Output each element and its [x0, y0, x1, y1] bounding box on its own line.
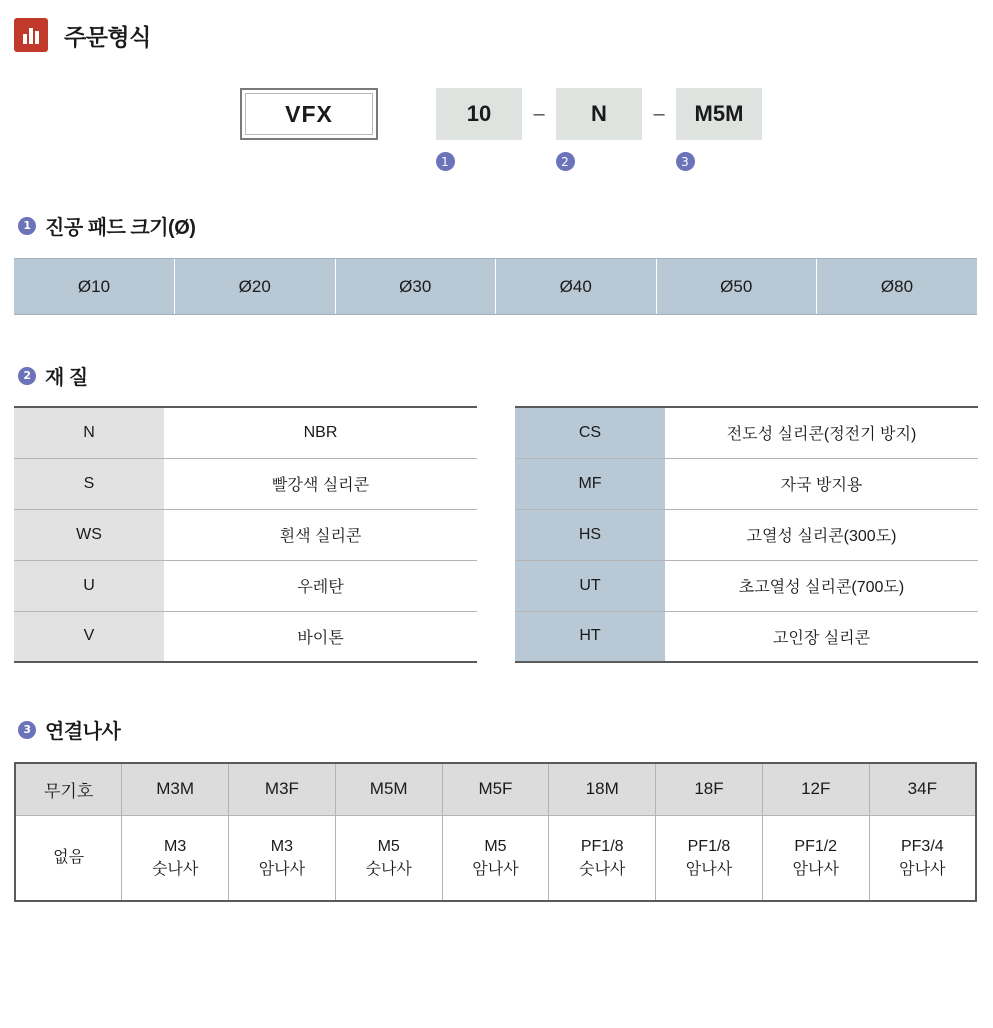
- thread-header-cell: M5F: [442, 763, 549, 815]
- table-row: [515, 458, 978, 509]
- section-2-title: 재 질: [45, 367, 88, 389]
- table-row: [14, 407, 477, 458]
- thread-value-cell: M5 암나사: [442, 815, 549, 901]
- marker-slot-1: [402, 152, 488, 171]
- pad-size-cell: Ø30: [335, 259, 496, 315]
- code-separator-1: –: [533, 102, 545, 125]
- marker-slot-2: [522, 152, 608, 171]
- page-title: 주문형식: [64, 23, 151, 50]
- section-1-marker-icon: 1: [18, 217, 36, 235]
- material-code: HT: [515, 611, 665, 662]
- table-row: [14, 259, 977, 315]
- material-desc: NBR: [164, 407, 477, 458]
- marker-1-icon: 1: [436, 152, 455, 171]
- thread-value-cell: M3 숫나사: [122, 815, 229, 901]
- model-code-segment-3: M5M: [676, 88, 762, 140]
- pad-size-cell: Ø20: [175, 259, 336, 315]
- material-desc: 빨강색 실리콘: [164, 458, 477, 509]
- material-desc: 자국 방지용: [665, 458, 978, 509]
- section-3-marker-icon: 3: [18, 721, 36, 739]
- table-row: [15, 815, 976, 901]
- material-code: UT: [515, 560, 665, 611]
- table-row: [14, 611, 477, 662]
- table-row: [515, 560, 978, 611]
- material-desc: 흰색 실리콘: [164, 509, 477, 560]
- bar-chart-icon: [14, 18, 48, 52]
- table-row: [14, 458, 477, 509]
- material-code: WS: [14, 509, 164, 560]
- pad-size-cell: Ø80: [817, 259, 978, 315]
- section-2-heading: [0, 361, 993, 390]
- thread-header-cell: 12F: [762, 763, 869, 815]
- marker-2-icon: 2: [556, 152, 575, 171]
- material-code: V: [14, 611, 164, 662]
- model-code-base-label: VFX: [285, 100, 333, 127]
- material-desc: 바이톤: [164, 611, 477, 662]
- material-code: HS: [515, 509, 665, 560]
- model-code-segment-2: N: [556, 88, 642, 140]
- material-desc: 우레탄: [164, 560, 477, 611]
- pad-size-cell: Ø40: [496, 259, 657, 315]
- material-code: N: [14, 407, 164, 458]
- model-code-base: [240, 88, 378, 140]
- table-row: [515, 611, 978, 662]
- thread-value-cell: PF1/8 암나사: [656, 815, 763, 901]
- thread-value-cell: 없음: [15, 815, 122, 901]
- section-3-heading: [0, 715, 993, 744]
- thread-header-cell: M3F: [229, 763, 336, 815]
- material-tables: [14, 406, 993, 663]
- table-row: [515, 407, 978, 458]
- section-1-heading: [0, 211, 993, 240]
- table-row: [14, 560, 477, 611]
- thread-header-cell: 18M: [549, 763, 656, 815]
- material-table-left: [14, 406, 477, 663]
- marker-slot-3: [642, 152, 728, 171]
- material-table-right: [515, 406, 978, 663]
- pad-size-table: [14, 258, 977, 315]
- table-header-row: [15, 763, 976, 815]
- material-desc: 고인장 실리콘: [665, 611, 978, 662]
- page-header: [0, 0, 993, 52]
- model-code-row: [0, 88, 993, 140]
- section-1-title: 진공 패드 크기(Ø): [45, 217, 196, 239]
- thread-value-cell: PF3/4 암나사: [869, 815, 976, 901]
- pad-size-cell: Ø10: [14, 259, 175, 315]
- marker-3-icon: 3: [676, 152, 695, 171]
- thread-header-cell: M5M: [335, 763, 442, 815]
- section-3-title: 연결나사: [45, 721, 121, 743]
- thread-value-cell: PF1/2 암나사: [762, 815, 869, 901]
- material-desc: 전도성 실리콘(정전기 방지): [665, 407, 978, 458]
- table-row: [515, 509, 978, 560]
- material-desc: 고열성 실리콘(300도): [665, 509, 978, 560]
- thread-header-cell: 18F: [656, 763, 763, 815]
- pad-size-cell: Ø50: [656, 259, 817, 315]
- material-code: S: [14, 458, 164, 509]
- thread-header-cell: 무기호: [15, 763, 122, 815]
- section-2-marker-icon: 2: [18, 367, 36, 385]
- model-code-markers: [0, 152, 993, 171]
- table-row: [14, 509, 477, 560]
- material-code: CS: [515, 407, 665, 458]
- thread-header-cell: 34F: [869, 763, 976, 815]
- thread-value-cell: M5 숫나사: [335, 815, 442, 901]
- code-separator-2: –: [653, 102, 665, 125]
- material-desc: 초고열성 실리콘(700도): [665, 560, 978, 611]
- material-code: U: [14, 560, 164, 611]
- material-code: MF: [515, 458, 665, 509]
- thread-table: [14, 762, 977, 902]
- model-code-segment-1: 10: [436, 88, 522, 140]
- thread-value-cell: PF1/8 숫나사: [549, 815, 656, 901]
- thread-header-cell: M3M: [122, 763, 229, 815]
- thread-value-cell: M3 암나사: [229, 815, 336, 901]
